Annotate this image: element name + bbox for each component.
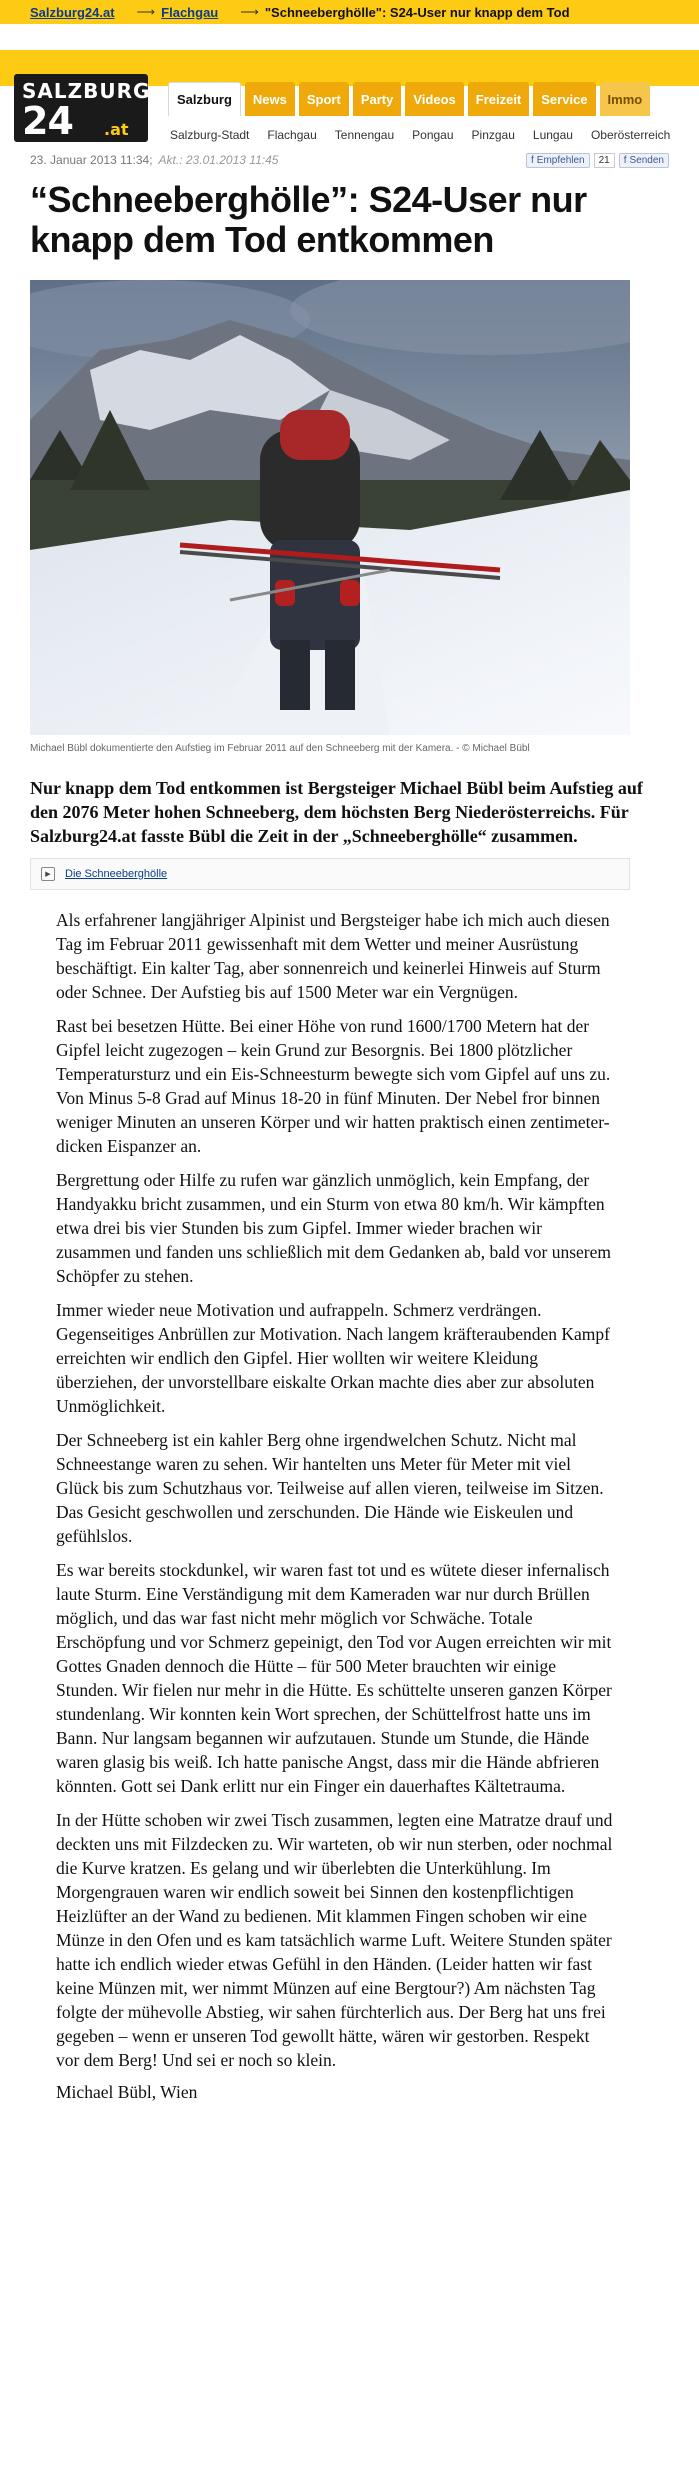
logo-text-salzburg: SALZBURG	[22, 79, 151, 103]
article-photo[interactable]	[30, 280, 630, 735]
video-play-icon[interactable]: ▶	[41, 867, 55, 881]
article-date: 23. Januar 2013 11:34;	[30, 153, 153, 167]
subnav-item-flachgau[interactable]: Flachgau	[267, 128, 317, 142]
breadcrumb-arrow-icon: ⟶	[240, 4, 259, 19]
subnav-item-lungau[interactable]: Lungau	[532, 128, 573, 142]
logo-text-24: 24	[22, 99, 73, 143]
article-updated: Akt.: 23.01.2013 11:45	[158, 153, 279, 167]
nav-tab-videos[interactable]: Videos	[405, 82, 463, 116]
nav-tab-sport[interactable]: Sport	[299, 82, 349, 116]
subnav-item-tennengau[interactable]: Tennengau	[334, 128, 395, 142]
subnav-item-salzburg-stadt[interactable]: Salzburg-Stadt	[170, 128, 250, 142]
article-paragraph: Der Schneeberg ist ein kahler Berg ohne irgendwelchen Schutz. Nicht mal Schneestange waren zu sehen. Wir hantelten uns Meter für Meter mit viel Glück bis zum Schutzhaus vor. Teilweise auf allen vieren, teilweise im Sitzen. Das Gesicht geschwollen und zerschunden. Die Hände wie Eiskeulen und gefühlslos.	[56, 1430, 604, 1546]
logo-text-at: .at	[104, 120, 129, 139]
article-title: “Schneeberghölle”: S24-User nur knapp dem Tod entkommen	[30, 179, 587, 260]
nav-tab-immo[interactable]: Immo	[600, 82, 651, 116]
breadcrumb-arrow-icon: ⟶	[136, 4, 156, 19]
nav-tab-freizeit[interactable]: Freizeit	[468, 82, 530, 116]
article-author: Michael Bübl, Wien	[56, 2082, 198, 2102]
breadcrumb-current: "Schneeberghölle": S24-User nur knapp dem Tod	[264, 4, 570, 20]
article-paragraph: In der Hütte schoben wir zwei Tisch zusammen, legten eine Matratze drauf und deckten uns mit Filzdecken zu. Wir warteten, ob wir nun sterben, oder nochmal die Kurve kratzen. Es gelang und wir überlebten die Unterkühlung. Im Morgengrauen waren wir endlich soweit bei Sinnen den kostenpflichtigen Heizlüfter an der Wand zu bedienen. Mit klammen Fingen schoben wir eine Münze in den Ofen und es kam tatsächlich warme Luft. Weitere Stunden später hatte ich endlich wieder etwas Gefühl in den Händen. (Leider hatten wir fast keine Münzen mit, wer nimmt Münzen auf eine Bergtour?) Am nächsten Tag folgte der mühevolle Abstieg, wir sahen fürchterlich aus. Der Berg hat uns frei gegeben – wenn er unseren Tod gewollt hätte, wären wir gestorben. Respekt vor dem Berg! Und sei er noch so klein.	[56, 1810, 613, 2070]
related-video-box	[30, 858, 630, 890]
main-nav	[168, 82, 650, 116]
site-header	[0, 24, 699, 143]
article-paragraph: Bergrettung oder Hilfe zu rufen war gänzlich unmöglich, kein Empfang, der Handyakku bricht zusammen, und ein Sturm von etwa 80 km/h. Wir kämpften etwa drei bis vier Stunden bis zum Gipfel. Immer wieder brachen wir zusammen und fanden uns schließlich mit dem Gedanken ab, bald vor unserem Schöpfer zu stehen.	[56, 1170, 611, 1286]
photo-caption: Michael Bübl dokumentierte den Aufstieg im Februar 2011 auf den Schneeberg mit der Kamera. - © Michael Bübl	[30, 743, 530, 754]
facebook-send-label: Senden	[629, 154, 664, 166]
nav-tab-party[interactable]: Party	[353, 82, 402, 116]
nav-tab-service[interactable]: Service	[533, 82, 595, 116]
facebook-icon: f	[623, 154, 627, 166]
subnav-item-pinzgau[interactable]: Pinzgau	[471, 128, 515, 142]
article-body	[56, 908, 616, 2072]
article-meta	[0, 150, 699, 170]
site-logo[interactable]	[14, 74, 151, 143]
related-video-link[interactable]: Die Schneeberghölle	[65, 868, 168, 880]
article-paragraph: Rast bei besetzen Hütte. Bei einer Höhe von rund 1600/1700 Metern hat der Gipfel leicht zugezogen – kein Grund zur Besorgnis. Bei 1800 plötzlicher Temperatursturz und ein Eis-Schneesturm bewegte sich vom Gipfel auf uns zu. Von Minus 5-8 Grad auf Minus 18-20 in fünf Minuten. Der Nebel fror binnen weniger Minuten an unseren Körper und wir hatten praktisch einen zentimeter-dicken Eispanzer an.	[56, 1016, 611, 1156]
breadcrumb-link-home[interactable]: Salzburg24.at	[30, 4, 115, 20]
facebook-send-button[interactable]	[619, 153, 669, 168]
facebook-like-count: 21	[594, 153, 615, 168]
subnav-item-pongau[interactable]: Pongau	[412, 128, 454, 142]
article-lead: Nur knapp dem Tod entkommen ist Bergsteiger Michael Bübl beim Aufstieg auf den 2076 Meter hohen Schneeberg, dem höchsten Berg Niederösterreichs. Für Salzburg24.at fasste Bübl die Zeit in der „Schneeberghölle“ zusammen.	[30, 778, 643, 846]
breadcrumb	[0, 0, 699, 24]
breadcrumb-link-flachgau[interactable]: Flachgau	[161, 4, 219, 20]
article-paragraph: Es war bereits stockdunkel, wir waren fast tot und es wütete dieser infernalisch laute Sturm. Eine Verständigung mit dem Kameraden war nur durch Brüllen möglich, und das war fast nicht mehr möglich vor Schwäche. Totale Erschöpfung und vor Schmerz gepeinigt, den Tod vor Augen erreichten wir mit Gottes Gnaden dennoch die Hütte – für 500 Meter brauchten wir einige Stunden. Wir fielen nur mehr in die Hütte. Es schüttelte unseren ganzen Körper stundenlang. Wir konnten kein Wort sprechen, der Schüttelfrost hatte uns im Bann. Nur langsam begannen wir aufzutauen. Stunde um Stunde, die Hände waren glasig bis weiß. Ich hatte panische Angst, dass mir die Hände abfrieren könnten. Gott sei Dank erlitt nur ein Finger ein dauerhaftes Kältetrauma.	[56, 1560, 612, 1796]
article-paragraph: Als erfahrener langjähriger Alpinist und Bergsteiger habe ich mich auch diesen Tag im Februar 2011 gewissenhaft mit dem Wetter und meiner Ausrüstung beschäftigt. Ein kalter Tag, aber sonnenreich und keinerlei Hinweis auf Sturm oder Schnee. Der Aufstieg bis auf 1500 Meter war ein Vergnügen.	[56, 910, 610, 1002]
facebook-like-label: Empfehlen	[536, 154, 585, 166]
nav-tab-news[interactable]: News	[245, 82, 295, 116]
subnav-item-oberoesterreich[interactable]: Oberösterreich	[590, 128, 671, 142]
sub-nav	[170, 128, 670, 142]
mountain-photo-image	[30, 280, 630, 735]
nav-tab-salzburg[interactable]: Salzburg	[168, 82, 241, 116]
article-paragraph: Immer wieder neue Motivation und aufrappeln. Schmerz verdrängen. Gegenseitiges Anbrüllen zur Motivation. Nach langem kräfteraubenden Kampf erreichten wir endlich den Gipfel. Hier wollten wir weitere Kleidung überziehen, der unvorstellbare eiskalte Orkan machte dies aber zur absoluten Unmöglichkeit.	[56, 1300, 610, 1416]
facebook-like-button[interactable]	[526, 153, 590, 168]
facebook-icon: f	[531, 154, 534, 166]
facebook-widget	[526, 153, 669, 168]
